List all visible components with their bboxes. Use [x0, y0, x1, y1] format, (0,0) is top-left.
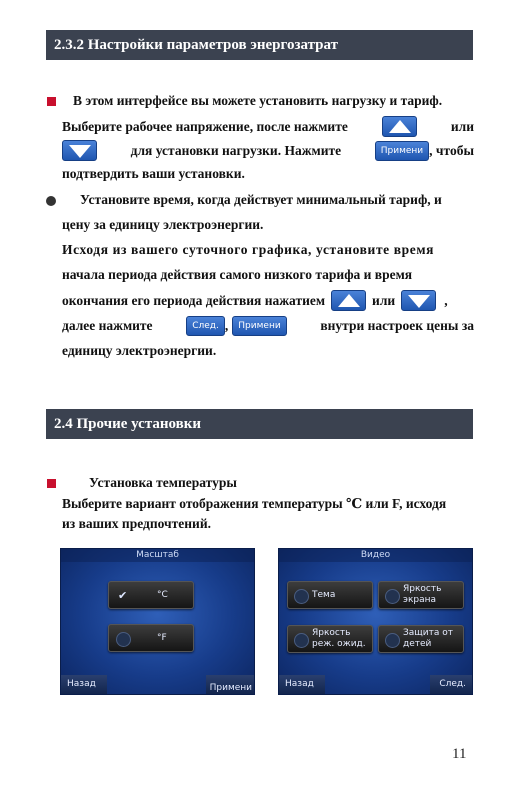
round-bullet — [46, 196, 56, 206]
video-settings-screenshot — [278, 548, 473, 695]
page-number: 11 — [452, 746, 467, 762]
standby-brightness-label: Яркость реж. ожид. — [312, 628, 366, 649]
para2-line6-text: далее нажмите — [62, 318, 153, 333]
para2-line5-or: или — [372, 292, 396, 308]
para1-line3 — [62, 140, 474, 161]
scale-settings-screenshot — [60, 548, 255, 695]
up-arrow-button-icon — [331, 290, 366, 311]
para2-line7: единицу электроэнергии. — [62, 343, 217, 358]
fahrenheit-option — [108, 624, 194, 652]
para2-line1: Установите время, когда действует минимальный тариф, и — [80, 192, 442, 207]
apply-button-icon: Примени — [375, 141, 429, 161]
para3-heading: Установка температуры — [89, 475, 237, 490]
para1-line2-or: или — [450, 118, 474, 134]
para1-line1: В этом интерфейсе вы можете установить нагрузку и тариф. — [73, 93, 443, 108]
up-arrow-button-icon — [382, 116, 417, 137]
red-square-bullet — [47, 97, 56, 106]
section-header-2-4 — [46, 409, 473, 439]
para2-line5-text: окончания его периода действия нажатием — [62, 292, 326, 308]
next-button: След. — [430, 675, 472, 694]
celsius-option — [108, 581, 194, 609]
para2-line6-tail: внутри настроек цены за — [320, 318, 474, 333]
para2-line6 — [62, 316, 474, 336]
back-button: Назад — [61, 675, 107, 694]
para2-line5-comma: , — [444, 292, 448, 308]
para2-line2: цену за единицу электроэнергии. — [62, 217, 264, 232]
para2-line5 — [62, 290, 474, 311]
section-title: 2.3.2 Настройки параметров энергозатрат — [54, 37, 338, 53]
para1-line3-text: для установки нагрузки. Нажмите — [130, 142, 342, 158]
radio-icon — [294, 633, 309, 648]
child-lock-button — [378, 625, 464, 653]
apply-button-icon: Примени — [232, 316, 286, 336]
para2-line4-text: начала периода действия самого низкого тарифа и время — [62, 267, 413, 282]
para3-line2: из ваших предпочтений. — [62, 516, 211, 531]
down-arrow-button-icon — [401, 290, 436, 311]
theme-label: Тема — [312, 590, 336, 600]
para1-line2 — [62, 116, 474, 137]
theme-button — [287, 581, 373, 609]
red-square-bullet — [47, 479, 56, 488]
down-arrow-button-icon — [62, 140, 97, 161]
para1-line2-text: Выберите рабочее напряжение, после нажмите — [62, 118, 348, 134]
para1-line3-tail: , чтобы — [429, 142, 474, 158]
screen-title: Масштаб — [61, 549, 254, 562]
checkmark-icon: ✔ — [118, 589, 128, 602]
back-button: Назад — [279, 675, 325, 694]
radio-icon — [385, 633, 400, 648]
apply-button: Примени — [206, 675, 254, 694]
standby-brightness-button — [287, 625, 373, 653]
para1-line4: подтвердить ваши установки. — [62, 166, 245, 181]
fahrenheit-label: °F — [157, 633, 167, 643]
section-header-2-3-2 — [46, 30, 473, 60]
child-lock-label: Защита от детей — [403, 628, 453, 649]
celsius-label: °C — [157, 590, 168, 600]
next-button-icon: След. — [186, 316, 225, 336]
radio-icon — [385, 589, 400, 604]
section-title: 2.4 Прочие установки — [54, 416, 202, 432]
para2-line6-comma: , — [224, 318, 229, 333]
radio-icon — [116, 632, 131, 647]
para2-line3-text: Исходя из вашего суточного графика, установите время — [62, 242, 435, 257]
brightness-button — [378, 581, 464, 609]
radio-icon — [294, 589, 309, 604]
brightness-label: Яркость экрана — [403, 584, 442, 605]
para2-line3 — [62, 240, 474, 260]
para2-line4 — [62, 265, 474, 285]
screen-title: Видео — [279, 549, 472, 562]
para3-line1: Выберите вариант отображения температуры ℃ или F, исходя — [62, 496, 447, 511]
